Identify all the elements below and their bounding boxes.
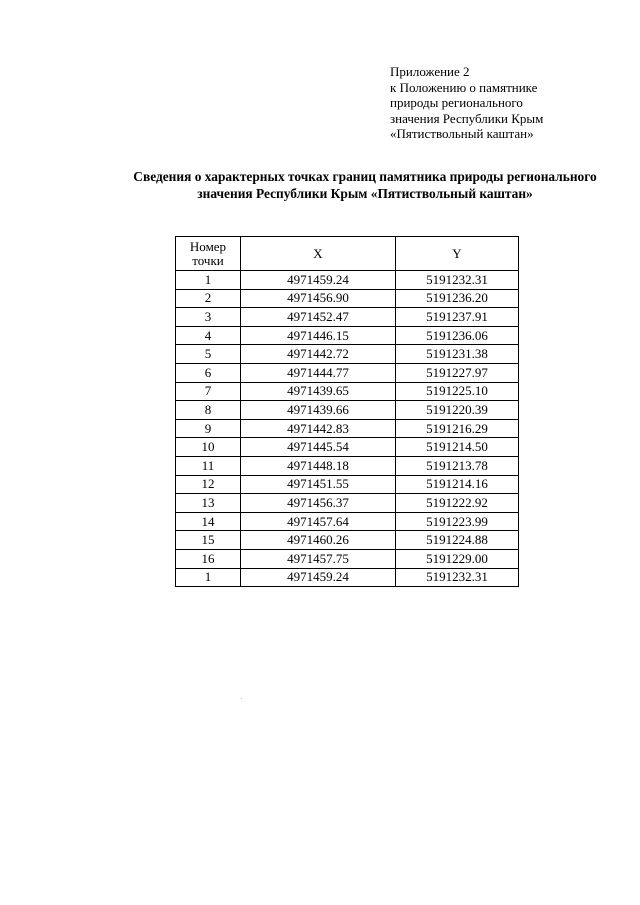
cell-y: 5191223.99 <box>396 512 519 531</box>
cell-x: 4971442.83 <box>241 419 396 438</box>
table-header-row <box>176 237 519 271</box>
table-row <box>176 438 519 457</box>
table-row <box>176 568 519 587</box>
cell-point-number: 14 <box>176 512 241 531</box>
cell-x: 4971459.24 <box>241 271 396 290</box>
cell-y: 5191232.31 <box>396 271 519 290</box>
cell-point-number: 1 <box>176 568 241 587</box>
table-row <box>176 382 519 401</box>
cell-x: 4971452.47 <box>241 308 396 327</box>
cell-y: 5191229.00 <box>396 549 519 568</box>
cell-x: 4971456.90 <box>241 289 396 308</box>
cell-y: 5191227.97 <box>396 363 519 382</box>
cell-point-number: 3 <box>176 308 241 327</box>
cell-y: 5191214.16 <box>396 475 519 494</box>
annex-reference <box>390 64 630 142</box>
cell-y: 5191216.29 <box>396 419 519 438</box>
header-x: X <box>241 237 396 271</box>
table-row <box>176 345 519 364</box>
cell-point-number: 9 <box>176 419 241 438</box>
cell-y: 5191224.88 <box>396 531 519 550</box>
table-row <box>176 512 519 531</box>
table-row <box>176 456 519 475</box>
cell-y: 5191236.06 <box>396 326 519 345</box>
header-point-number-line1: Номер <box>189 238 227 254</box>
table-row <box>176 308 519 327</box>
cell-y: 5191237.91 <box>396 308 519 327</box>
table-row <box>176 401 519 420</box>
scan-speck <box>241 698 242 699</box>
cell-point-number: 8 <box>176 401 241 420</box>
table-row <box>176 419 519 438</box>
cell-point-number: 15 <box>176 531 241 550</box>
table-row <box>176 549 519 568</box>
header-point-number-line2: точки <box>192 252 224 268</box>
annex-line: Приложение 2 <box>390 64 470 79</box>
annex-line: природы регионального <box>390 95 523 110</box>
table-row <box>176 271 519 290</box>
cell-y: 5191220.39 <box>396 401 519 420</box>
table-row <box>176 363 519 382</box>
cell-point-number: 11 <box>176 456 241 475</box>
cell-x: 4971457.75 <box>241 549 396 568</box>
cell-x: 4971459.24 <box>241 568 396 587</box>
coordinates-table <box>175 236 519 587</box>
cell-y: 5191213.78 <box>396 456 519 475</box>
document-title <box>100 168 630 202</box>
cell-point-number: 16 <box>176 549 241 568</box>
table-row <box>176 475 519 494</box>
annex-line: «Пятиствольный каштан» <box>390 126 534 141</box>
cell-point-number: 2 <box>176 289 241 308</box>
cell-point-number: 10 <box>176 438 241 457</box>
title-line-2: значения Республики Крым «Пятиствольный каштан» <box>197 186 533 201</box>
cell-x: 4971446.15 <box>241 326 396 345</box>
cell-x: 4971457.64 <box>241 512 396 531</box>
cell-y: 5191232.31 <box>396 568 519 587</box>
table-row <box>176 326 519 345</box>
header-point-number <box>176 237 241 271</box>
cell-x: 4971448.18 <box>241 456 396 475</box>
title-line-1: Сведения о характерных точках границ памятника природы регионального <box>133 169 597 184</box>
cell-x: 4971456.37 <box>241 494 396 513</box>
header-y: Y <box>396 237 519 271</box>
cell-y: 5191222.92 <box>396 494 519 513</box>
table-row <box>176 531 519 550</box>
cell-y: 5191225.10 <box>396 382 519 401</box>
cell-x: 4971439.65 <box>241 382 396 401</box>
cell-x: 4971442.72 <box>241 345 396 364</box>
annex-line: значения Республики Крым <box>390 110 544 126</box>
cell-x: 4971444.77 <box>241 363 396 382</box>
cell-point-number: 5 <box>176 345 241 364</box>
cell-y: 5191236.20 <box>396 289 519 308</box>
cell-point-number: 13 <box>176 494 241 513</box>
cell-y: 5191214.50 <box>396 438 519 457</box>
cell-point-number: 1 <box>176 271 241 290</box>
cell-x: 4971445.54 <box>241 438 396 457</box>
cell-point-number: 6 <box>176 363 241 382</box>
cell-y: 5191231.38 <box>396 345 519 364</box>
cell-point-number: 4 <box>176 326 241 345</box>
cell-point-number: 12 <box>176 475 241 494</box>
cell-point-number: 7 <box>176 382 241 401</box>
table-row <box>176 289 519 308</box>
table-row <box>176 494 519 513</box>
annex-line: к Положению о памятнике <box>390 79 538 95</box>
cell-x: 4971451.55 <box>241 475 396 494</box>
cell-x: 4971439.66 <box>241 401 396 420</box>
cell-x: 4971460.26 <box>241 531 396 550</box>
